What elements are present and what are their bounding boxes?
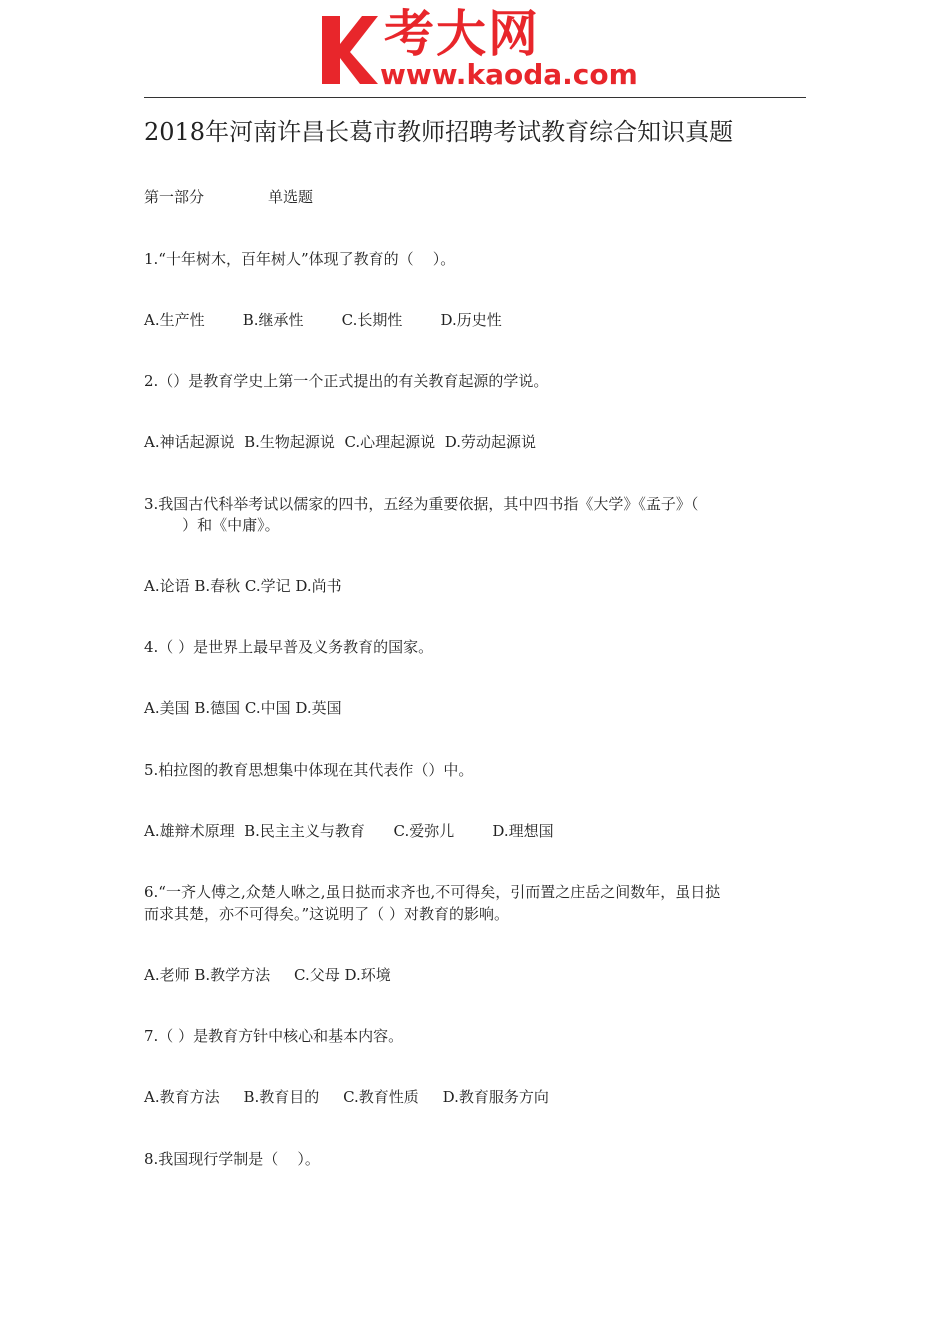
- section-name: 单选题: [268, 188, 314, 206]
- logo-k-mark-icon: [320, 14, 378, 86]
- options-3: A.论语 B.春秋 C.学记 D.尚书: [144, 577, 342, 595]
- options-7: A.教育方法 B.教育目的 C.教育性质 D.教育服务方向: [144, 1088, 549, 1106]
- question-7: 7.（ ）是教育方针中核心和基本内容。: [144, 1027, 404, 1045]
- logo-url-text: www.kaoda.com: [380, 58, 638, 91]
- options-5: A.雄辩术原理 B.民主主义与教育 C.爱弥儿 D.理想国: [144, 822, 554, 840]
- options-4: A.美国 B.德国 C.中国 D.英国: [144, 699, 342, 717]
- kaoda-logo[interactable]: [320, 6, 640, 92]
- section-part: 第一部分: [144, 188, 205, 206]
- header-divider: [144, 97, 806, 98]
- question-3: 3.我国古代科举考试以儒家的四书，五经为重要依据，其中四书指《大学》《孟子》（: [144, 495, 699, 513]
- question-6-cont: 而求其楚，亦不可得矣。”这说明了（ ）对教育的影响。: [144, 905, 509, 923]
- question-5: 5.柏拉图的教育思想集中体现在其代表作（）中。: [144, 761, 474, 779]
- question-1: 1.“十年树木，百年树人”体现了教育的（ ）。: [144, 250, 456, 268]
- logo-chinese-text: 考大网: [384, 5, 540, 63]
- document-title: 2018年河南许昌长葛市教师招聘考试教育综合知识真题: [144, 118, 734, 146]
- section-heading: [144, 187, 313, 208]
- options-6: A.老师 B.教学方法 C.父母 D.环境: [144, 966, 391, 984]
- question-8: 8.我国现行学制是（ ）。: [144, 1150, 320, 1168]
- question-4: 4.（ ）是世界上最早普及义务教育的国家。: [144, 638, 434, 656]
- options-2: A.神话起源说 B.生物起源说 C.心理起源说 D.劳动起源说: [144, 433, 536, 451]
- question-6: 6.“一齐人傅之,众楚人咻之,虽日挞而求齐也,不可得矣，引而置之庄岳之间数年，虽日挞: [144, 883, 721, 901]
- options-1: A.生产性 B.继承性 C.长期性 D.历史性: [144, 311, 502, 329]
- question-2: 2.（）是教育学史上第一个正式提出的有关教育起源的学说。: [144, 372, 549, 390]
- question-3-cont: ）和《中庸》。: [144, 516, 280, 534]
